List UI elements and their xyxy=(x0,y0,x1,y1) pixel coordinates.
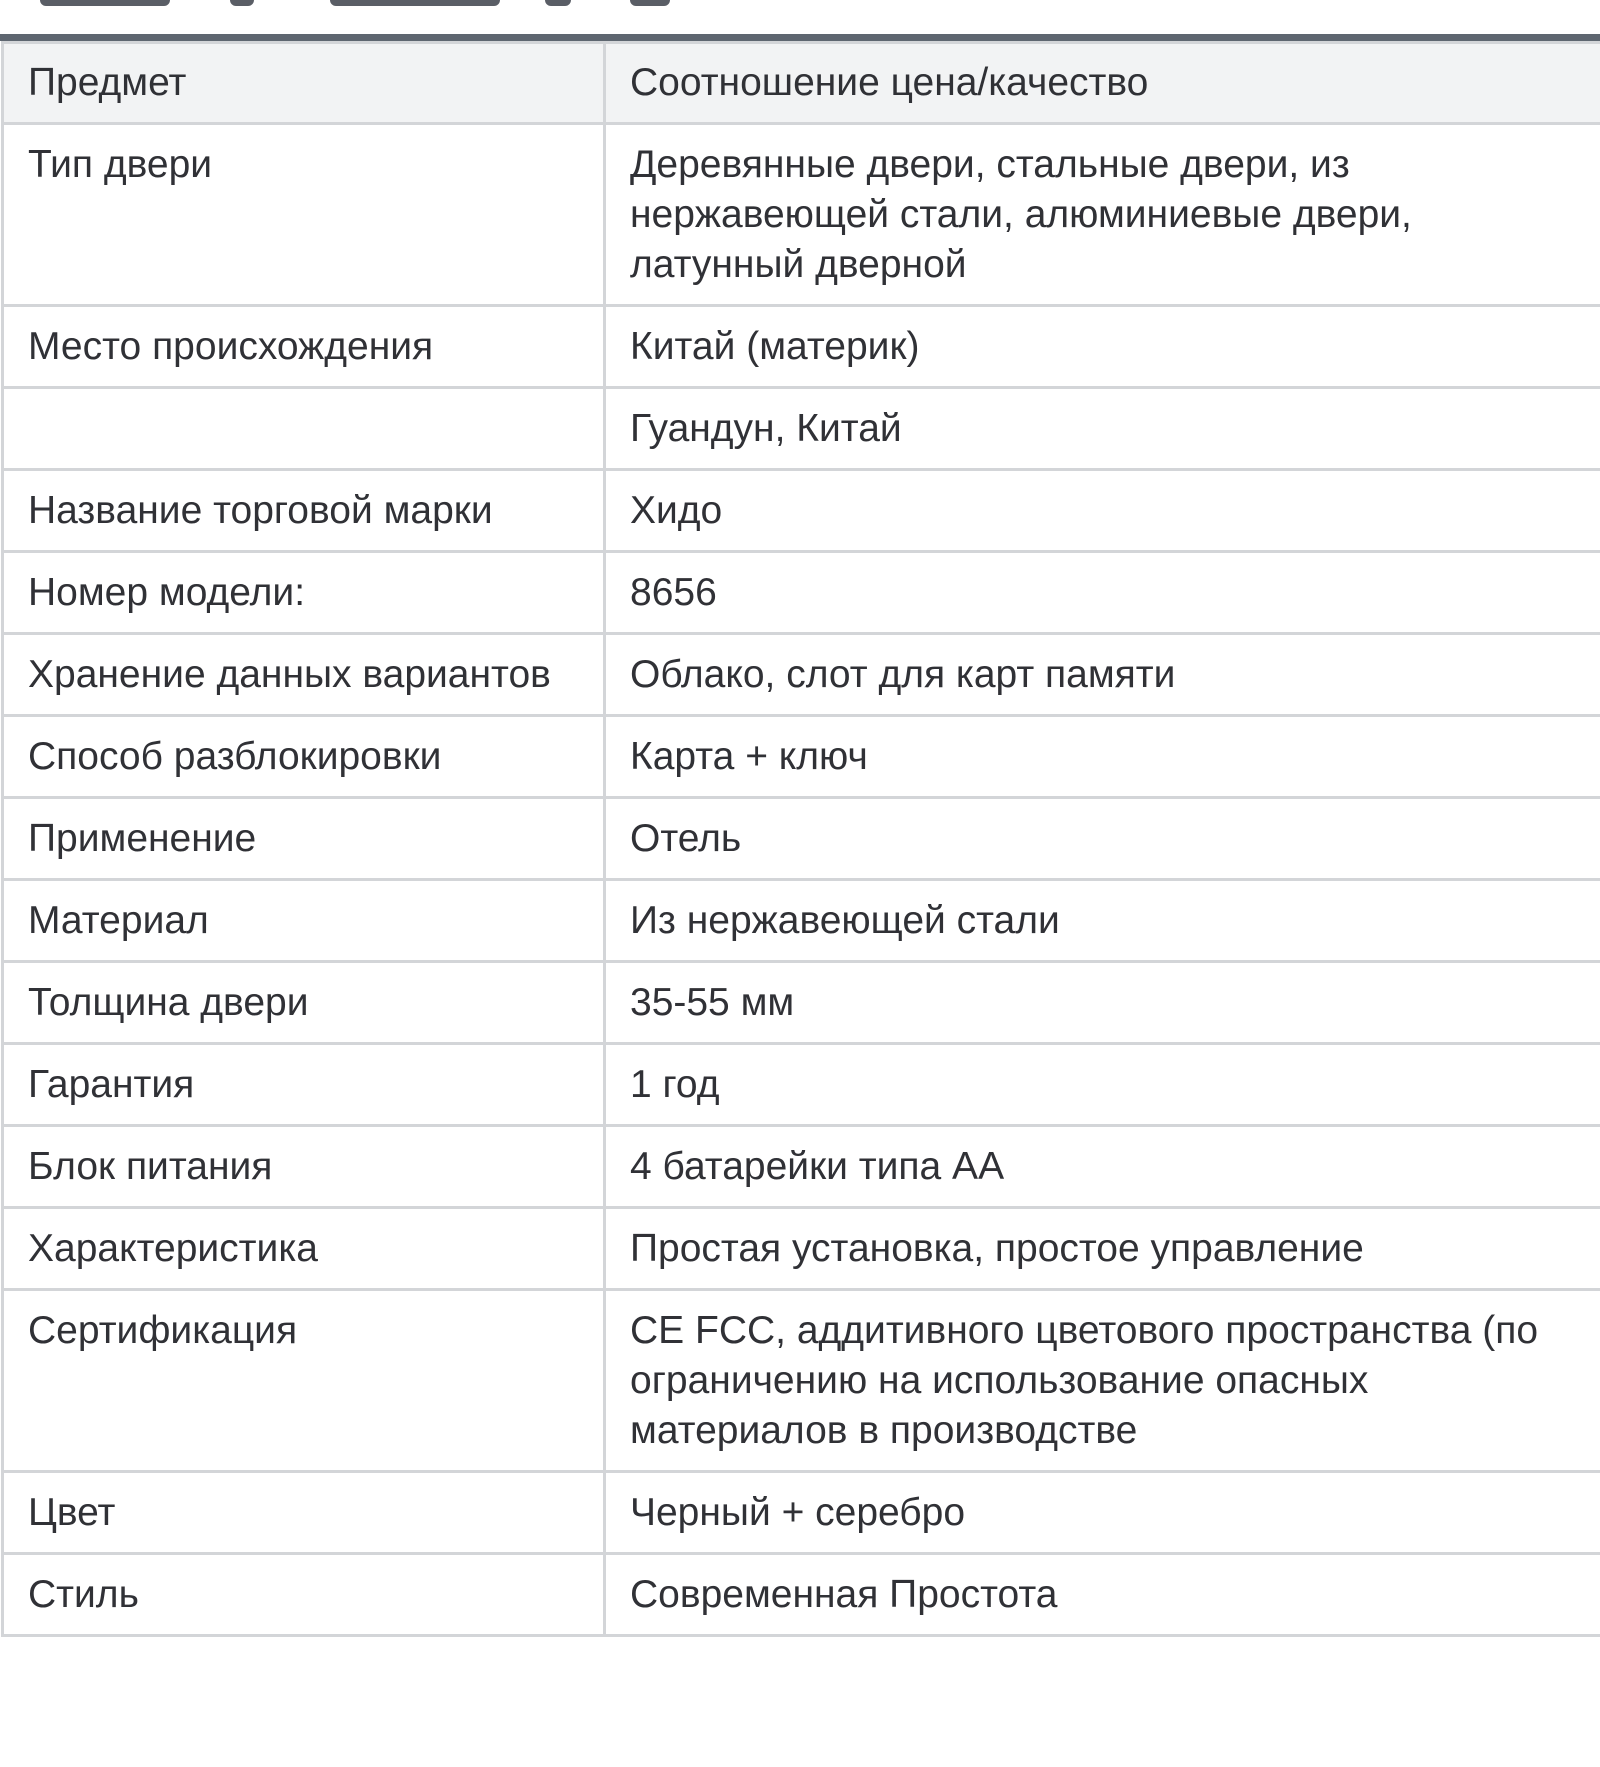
table-header-row xyxy=(3,43,1600,124)
row-label: Гарантия xyxy=(3,1044,605,1126)
row-label: Толщина двери xyxy=(3,962,605,1044)
row-label: Материал xyxy=(3,880,605,962)
table-row xyxy=(3,470,1600,552)
row-value: Хидо xyxy=(605,470,1600,552)
header-label-cell: Предмет xyxy=(3,43,605,124)
row-value: Деревянные двери, стальные двери, из нержавеющей стали, алюминиевые двери, латунный дверной xyxy=(605,124,1600,306)
row-label: Хранение данных вариантов xyxy=(3,634,605,716)
table-row xyxy=(3,1208,1600,1290)
row-value: 35-55 мм xyxy=(605,962,1600,1044)
row-label: Номер модели: xyxy=(3,552,605,634)
row-value: Черный + серебро xyxy=(605,1472,1600,1554)
heading-divider xyxy=(0,34,1600,41)
row-label: Место происхождения xyxy=(3,306,605,388)
table-row xyxy=(3,388,1600,470)
spec-table xyxy=(1,41,1600,1637)
row-value: 1 год xyxy=(605,1044,1600,1126)
table-row xyxy=(3,962,1600,1044)
table-row xyxy=(3,1472,1600,1554)
row-label: Способ разблокировки xyxy=(3,716,605,798)
table-row xyxy=(3,552,1600,634)
heading-fragment xyxy=(0,0,1600,34)
row-value: Современная Простота xyxy=(605,1554,1600,1636)
header-value-cell: Соотношение цена/качество xyxy=(605,43,1600,124)
table-row xyxy=(3,306,1600,388)
table-row xyxy=(3,1126,1600,1208)
row-label xyxy=(3,388,605,470)
table-row xyxy=(3,798,1600,880)
row-label: Стиль xyxy=(3,1554,605,1636)
table-row xyxy=(3,716,1600,798)
row-label: Характеристика xyxy=(3,1208,605,1290)
row-label: Название торговой марки xyxy=(3,470,605,552)
table-row xyxy=(3,1290,1600,1472)
row-value: Простая установка, простое управление xyxy=(605,1208,1600,1290)
row-value: Карта + ключ xyxy=(605,716,1600,798)
table-row xyxy=(3,880,1600,962)
table-row xyxy=(3,1044,1600,1126)
row-value: Китай (материк) xyxy=(605,306,1600,388)
row-value: 4 батарейки типа АА xyxy=(605,1126,1600,1208)
table-row xyxy=(3,124,1600,306)
row-value: Гуандун, Китай xyxy=(605,388,1600,470)
row-value: 8656 xyxy=(605,552,1600,634)
row-value: Облако, слот для карт памяти xyxy=(605,634,1600,716)
row-label: Применение xyxy=(3,798,605,880)
row-label: Сертификация xyxy=(3,1290,605,1472)
row-label: Тип двери xyxy=(3,124,605,306)
row-value: Отель xyxy=(605,798,1600,880)
table-row xyxy=(3,1554,1600,1636)
row-value: Из нержавеющей стали xyxy=(605,880,1600,962)
row-label: Цвет xyxy=(3,1472,605,1554)
row-label: Блок питания xyxy=(3,1126,605,1208)
table-row xyxy=(3,634,1600,716)
row-value: CE FCC, аддитивного цветового пространства (по ограничению на использование опасных материалов в производстве xyxy=(605,1290,1600,1472)
